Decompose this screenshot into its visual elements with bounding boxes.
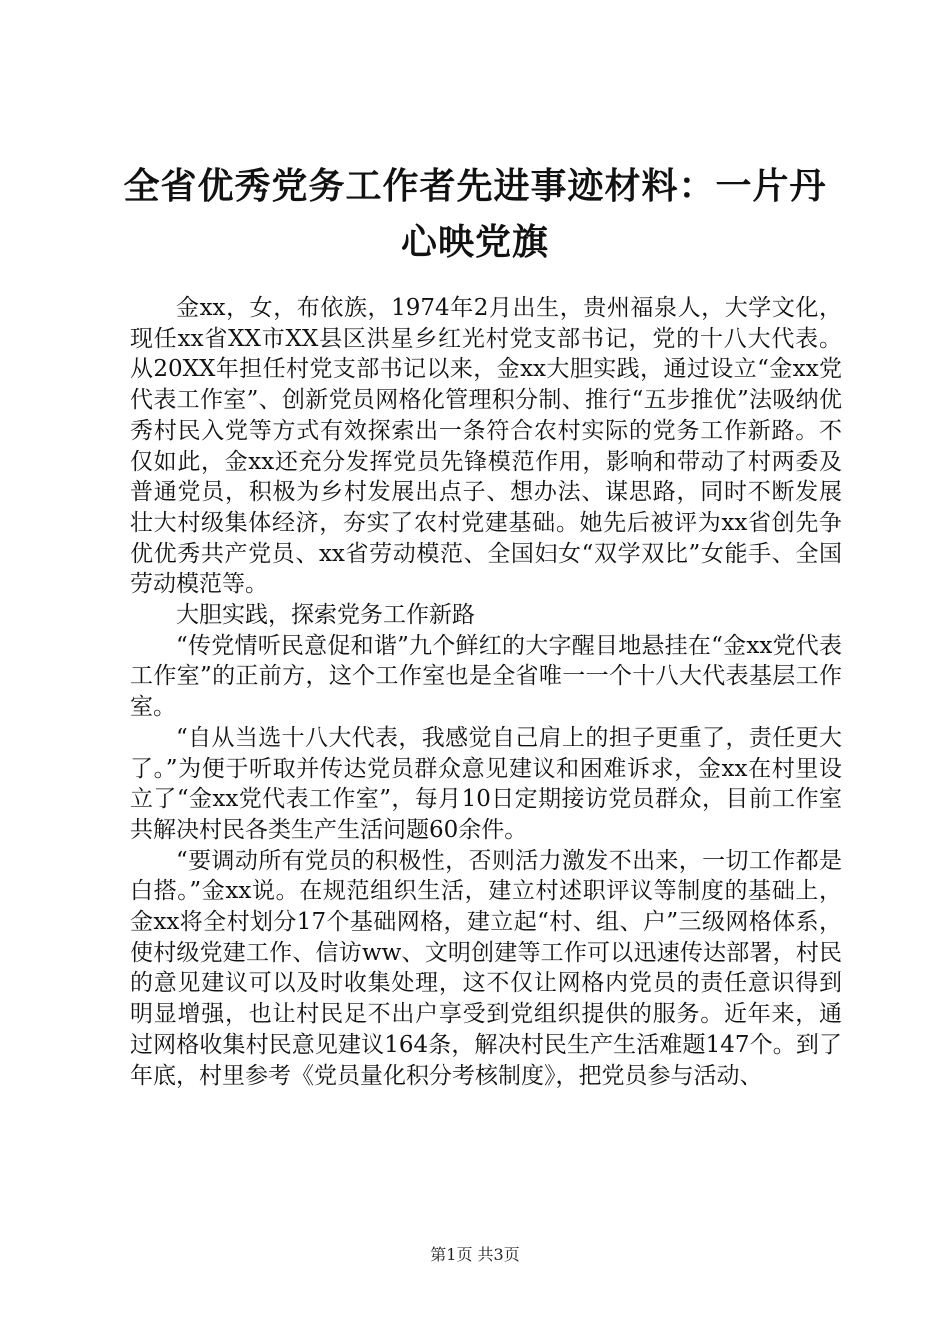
document-body [130, 293, 842, 1091]
paragraph: “要调动所有党员的积极性，否则活力激发不出来，一切工作都是白搭。”金xx说。在规范组织生活，建立村述职评议等制度的基础上，金xx将全村划分17个基础网格，建立起“村、组、户”三级网格体系，使村级党建工作、信访ww、文明创建等工作可以迅速传达部署，村民的意见建议可以及时收集处理，这不仅让网格内党员的责任意识得到明显增强，也让村民足不出户享受到党组织提供的服务。近年来，通过网格收集村民意见建议164条，解决村民生产生活难题147个。到了年底，村里参考《党员量化积分考核制度》，把党员参与活动、 [130, 847, 842, 1089]
paragraph: “传党情听民意促和谐”九个鲜红的大字醒目地悬挂在“金xx党代表工作室”的正前方，这个工作室也是全省唯一一个十八大代表基层工作室。 [130, 632, 842, 721]
section-heading: 大胆实践，探索党务工作新路 [176, 602, 475, 629]
document-title: 全省优秀党务工作者先进事迹材料：一片丹心映党旗 [123, 165, 827, 263]
paragraph: “自从当选十八大代表，我感觉自己肩上的担子更重了，责任更大了。”为便于听取并传达党员群众意见建议和困难诉求，金xx在村里设立了“金xx党代表工作室”，每月10日定期接访党员群众，目前工作室共解决村民各类生产生活问题60余件。 [130, 724, 842, 843]
paragraph: 金xx，女，布依族，1974年2月出生，贵州福泉人，大学文化，现任xx省XX市XX县区洪星乡红光村党支部书记，党的十八大代表。从20XX年担任村党支部书记以来，金xx大胆实践，通过设立“金xx党代表工作室”、创新党员网格化管理积分制、推行“五步推优”法吸纳优秀村民入党等方式有效探索出一条符合农村实际的党务工作新路。不仅如此，金xx还充分发挥党员先锋模范作用，影响和带动了村两委及普通党员，积极为乡村发展出点子、想办法、谋思路，同时不断发展壮大村级集体经济，夯实了农村党建基础。她先后被评为xx省创先争优优秀共产党员、xx省劳动模范、全国妇女“双学双比”女能手、全国劳动模范等。 [130, 295, 842, 598]
page-number-footer: 第1页 共3页 [430, 1245, 520, 1264]
